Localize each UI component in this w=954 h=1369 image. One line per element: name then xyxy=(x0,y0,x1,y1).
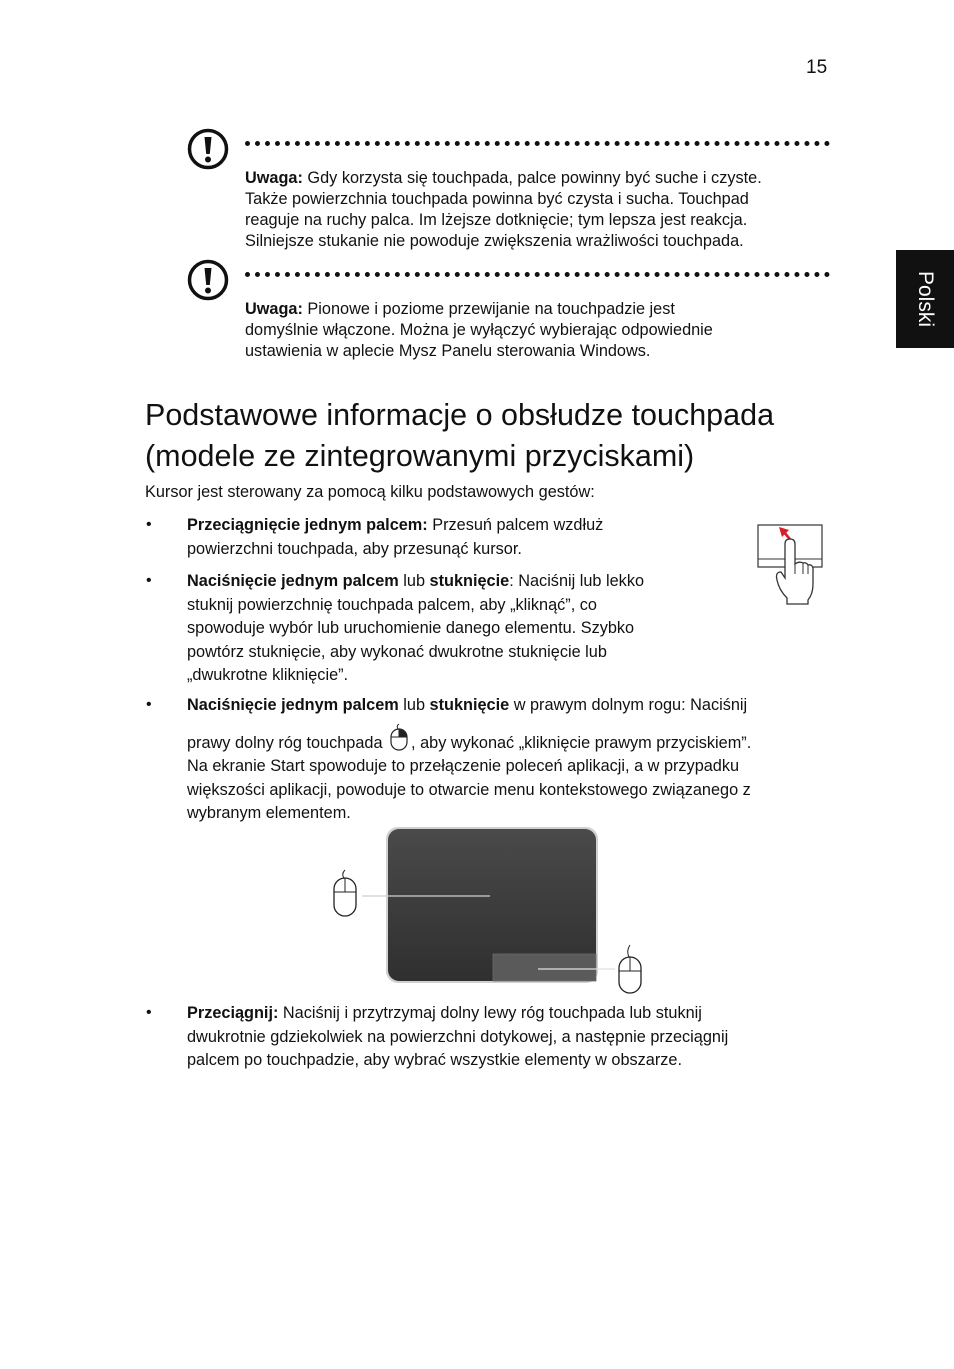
bullet-text: lub xyxy=(398,696,430,714)
note-line: domyślnie włączone. Można je wyłączyć wybierając odpowiednie xyxy=(245,321,713,339)
section-heading xyxy=(145,395,865,477)
bullet-title: stuknięcie xyxy=(429,696,510,714)
language-tab xyxy=(896,250,954,348)
note-divider xyxy=(245,141,830,146)
note-2-text xyxy=(245,299,835,362)
bullet-text: „dwukrotne kliknięcie”. xyxy=(187,666,349,684)
bullet-title: Przeciągnięcie jednym palcem: xyxy=(187,516,428,534)
note-label: Uwaga: xyxy=(245,300,303,318)
bullet-marker: • xyxy=(146,696,152,713)
heading-line: Podstawowe informacje o obsłudze touchpada xyxy=(145,398,775,432)
bullet-item-line xyxy=(187,723,837,758)
bullet-text: powierzchni touchpada, aby przesunąć kursor. xyxy=(187,539,522,558)
warning-icon xyxy=(187,259,229,301)
warning-icon xyxy=(187,128,229,170)
bullet-text: spowoduje wybór lub uruchomienie danego elementu. Szybko xyxy=(187,619,635,637)
bullet-text: w prawym dolnym rogu: Naciśnij xyxy=(509,696,748,714)
bullet-marker: • xyxy=(146,572,152,589)
bullet-title: stuknięcie xyxy=(429,572,510,590)
note-line: Także powierzchnia touchpada powinna być czysta i sucha. Touchpad xyxy=(245,190,749,208)
note-line: Silniejsze stukanie nie powoduje zwiększenia wrażliwości touchpada. xyxy=(245,232,744,250)
bullet-item xyxy=(187,570,747,688)
bullet-marker: • xyxy=(146,1004,152,1021)
bullet-text: lub xyxy=(398,572,430,590)
heading-line: (modele ze zintegrowanymi przyciskami) xyxy=(145,439,695,473)
bullet-text: Na ekranie Start spowoduje to przełączenie poleceń aplikacji, a w przypadku xyxy=(187,757,740,775)
bullet-text: Naciśnij i przytrzymaj dolny lewy róg touchpada lub stuknij xyxy=(278,1004,702,1022)
note-line: Gdy korzysta się touchpada, palce powinny być suche i czyste. xyxy=(302,169,762,187)
mouse-right-click-icon xyxy=(619,945,641,993)
bullet-item-cont xyxy=(187,755,837,826)
page-number: 15 xyxy=(806,57,828,78)
finger-drag-icon xyxy=(755,522,825,606)
bullet-item xyxy=(187,1002,837,1073)
touchpad-diagram xyxy=(330,825,650,995)
touchpad-right-click-zone xyxy=(493,954,596,981)
note-label: Uwaga: xyxy=(245,169,303,187)
intro-text: Kursor jest sterowany za pomocą kilku podstawowych gestów: xyxy=(145,483,595,501)
note-line: reaguje na ruchy palca. Im lżejsze dotknięcie; tym lepsza jest reakcja. xyxy=(245,211,748,229)
bullet-item xyxy=(187,514,747,561)
bullet-item xyxy=(187,694,837,718)
bullet-title: Naciśnięcie jednym palcem xyxy=(187,572,399,590)
mouse-left-click-icon xyxy=(334,870,356,916)
bullet-title: Naciśnięcie jednym palcem xyxy=(187,696,399,714)
bullet-text: wybranym elementem. xyxy=(187,804,351,822)
bullet-text: Przesuń palcem wzdłuż xyxy=(427,516,604,534)
language-tab-label: Polski xyxy=(914,270,937,328)
bullet-text: : Naciśnij lub lekko xyxy=(509,572,645,590)
bullet-text: , aby wykonać „kliknięcie prawym przyciskiem”. xyxy=(411,734,752,752)
note-divider xyxy=(245,272,830,277)
bullet-title: Przeciągnij: xyxy=(187,1004,279,1022)
bullet-text: stuknij powierzchnię touchpada palcem, aby „kliknąć”, co xyxy=(187,595,597,614)
note-line: Pionowe i poziome przewijanie na touchpadzie jest xyxy=(302,300,675,318)
bullet-text: powtórz stuknięcie, aby wykonać dwukrotne stuknięcie lub xyxy=(187,642,607,661)
bullet-text: dwukrotnie gdziekolwiek na powierzchni dotykowej, a następnie przeciągnij xyxy=(187,1027,729,1046)
note-1-text xyxy=(245,168,835,252)
note-line: ustawienia w aplecie Mysz Panelu sterowania Windows. xyxy=(245,342,651,360)
bullet-text: prawy dolny róg touchpada xyxy=(187,734,388,752)
bullet-text: palcem po touchpadzie, aby wybrać wszystkie elementy w obszarze. xyxy=(187,1051,682,1069)
bullet-marker: • xyxy=(146,516,152,533)
bullet-text: większości aplikacji, powoduje to otwarcie menu kontekstowego związanego z xyxy=(187,780,751,799)
mouse-right-click-icon xyxy=(388,723,410,751)
